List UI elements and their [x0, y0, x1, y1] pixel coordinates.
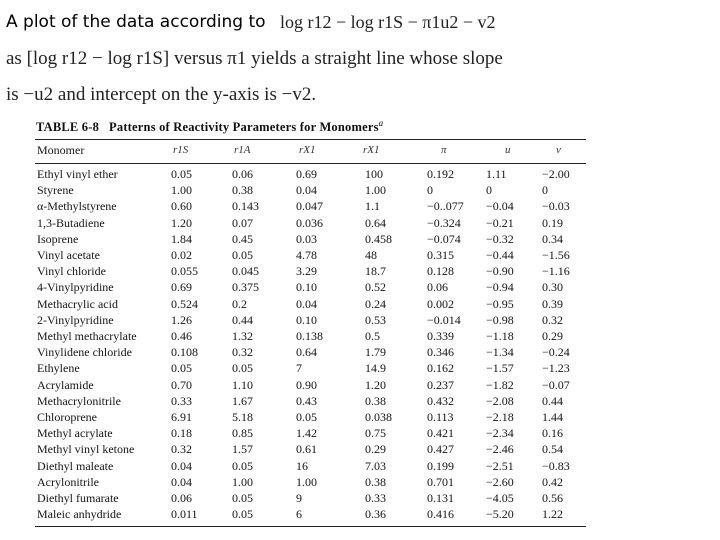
cell-pi: 0.162	[427, 361, 454, 376]
cell-r1s: 0.011	[171, 507, 198, 522]
cell-rx1-a: 0.90	[296, 377, 317, 392]
table-row	[35, 443, 586, 456]
cell-rx1-b: 7.03	[365, 458, 386, 473]
intro-line-3: is −u2 and intercept on the y-axis is −v2.	[6, 84, 317, 105]
cell-v: 1.44	[542, 410, 563, 424]
cell-rx1-a: 0.43	[296, 393, 317, 408]
cell-r1s: 0.46	[171, 329, 192, 343]
cell-pi: 0.002	[427, 296, 454, 311]
cell-v: 0.30	[542, 280, 563, 295]
cell-v: 0.19	[542, 215, 563, 230]
cell-r1a: 0.375	[232, 280, 259, 295]
cell-rx1-a: 0.03	[296, 231, 317, 246]
cell-rx1-a: 0.036	[296, 215, 323, 230]
cell-r1s: 1.26	[171, 312, 192, 327]
cell-rx1-a: 7	[296, 361, 302, 376]
table-row	[35, 249, 586, 262]
cell-rx1-b: 0.38	[365, 393, 386, 408]
header-pi: π	[441, 144, 447, 156]
cell-monomer: Methyl vinyl ketone	[37, 442, 135, 457]
cell-pi: 0.416	[427, 507, 454, 522]
cell-rx1-b: 0.038	[365, 410, 392, 424]
cell-r1s: 0.33	[171, 393, 192, 408]
cell-r1a: 0.85	[232, 426, 253, 441]
cell-r1a: 0.32	[232, 345, 253, 360]
cell-rx1-b: 14.9	[365, 361, 386, 376]
cell-r1a: 0.07	[232, 215, 253, 230]
cell-rx1-a: 6	[296, 507, 302, 522]
cell-pi: 0.131	[427, 491, 454, 505]
cell-rx1-b: 1.1	[365, 199, 380, 214]
cell-v: −1.56	[542, 248, 570, 262]
cell-r1a: 0.05	[232, 458, 253, 473]
table-header-row	[35, 144, 586, 162]
cell-monomer: Methyl methacrylate	[37, 329, 137, 343]
cell-monomer: Vinyl acetate	[37, 248, 100, 262]
intro-text: A plot of the data according to	[6, 12, 266, 32]
cell-rx1-b: 1.20	[365, 377, 386, 392]
cell-v: 0.54	[542, 442, 563, 457]
cell-r1a: 0.2	[232, 296, 247, 311]
cell-u: −1.57	[486, 361, 514, 376]
header-r1s: r1S	[173, 144, 189, 156]
cell-monomer: Chloroprene	[37, 410, 97, 424]
cell-monomer: 1,3-Butadiene	[37, 215, 105, 230]
cell-rx1-a: 0.61	[296, 442, 317, 457]
header-u: u	[505, 144, 511, 156]
cell-rx1-b: 1.00	[365, 183, 386, 198]
table-row	[35, 217, 586, 230]
cell-rx1-a: 1.00	[296, 474, 317, 489]
cell-r1s: 0.32	[171, 442, 192, 457]
cell-rx1-b: 0.38	[365, 474, 386, 489]
table-caption-note: a	[378, 118, 384, 128]
cell-pi: 0.237	[427, 377, 454, 392]
cell-v: 0.42	[542, 474, 563, 489]
cell-v: 0.34	[542, 231, 563, 246]
table-row	[35, 168, 586, 181]
cell-u: −2.60	[486, 474, 514, 489]
cell-r1a: 0.45	[232, 231, 253, 246]
cell-r1s: 1.00	[171, 183, 192, 198]
cell-v: 0.32	[542, 312, 563, 327]
table-row	[35, 508, 586, 521]
cell-rx1-a: 0.05	[296, 410, 317, 424]
cell-rx1-a: 3.29	[296, 264, 317, 279]
cell-rx1-a: 0.10	[296, 280, 317, 295]
cell-r1s: 0.05	[171, 167, 192, 181]
cell-rx1-a: 1.42	[296, 426, 317, 441]
cell-r1a: 0.05	[232, 491, 253, 505]
cell-rx1-b: 0.75	[365, 426, 386, 441]
cell-monomer: Vinylidene chloride	[37, 345, 132, 360]
table-row	[35, 281, 586, 294]
cell-r1a: 0.143	[232, 199, 259, 214]
cell-monomer: Methacrylic acid	[37, 296, 118, 311]
cell-pi: 0.06	[427, 280, 448, 295]
cell-r1a: 0.045	[232, 264, 259, 279]
header-rx1-b: rX1	[363, 144, 380, 156]
cell-v: 0.56	[542, 491, 563, 505]
cell-rx1-b: 0.5	[365, 329, 380, 343]
cell-monomer: Diethyl maleate	[37, 458, 114, 473]
cell-v: −0.03	[542, 199, 570, 214]
cell-u: −0.21	[486, 215, 514, 230]
table-row	[35, 233, 586, 246]
cell-r1s: 1.20	[171, 215, 192, 230]
cell-u: −0.32	[486, 231, 514, 246]
cell-v: 1.22	[542, 507, 563, 522]
table-row	[35, 200, 586, 213]
table-caption	[36, 118, 383, 135]
cell-r1s: 0.04	[171, 458, 192, 473]
cell-rx1-a: 0.047	[296, 199, 323, 214]
cell-pi: 0.199	[427, 458, 454, 473]
cell-r1a: 0.05	[232, 507, 253, 522]
cell-v: 0.44	[542, 393, 563, 408]
table-row	[35, 476, 586, 489]
cell-monomer: 4-Vinylpyridine	[37, 280, 114, 295]
header-r1a: r1A	[234, 144, 251, 156]
cell-monomer: Methacrylonitrile	[37, 393, 121, 408]
cell-r1s: 0.02	[171, 248, 192, 262]
cell-rx1-a: 9	[296, 491, 302, 505]
cell-pi: −0.074	[427, 231, 461, 246]
cell-u: 1.11	[486, 167, 507, 181]
cell-v: 0	[542, 183, 548, 198]
cell-rx1-a: 0.64	[296, 345, 317, 360]
cell-pi: −0..077	[427, 199, 464, 214]
intro-line-2: as [log r12 − log r1S] versus π1 yields a straight line whose slope	[6, 48, 503, 69]
cell-r1s: 0.108	[171, 345, 198, 360]
cell-monomer: Acrylamide	[37, 377, 94, 392]
cell-u: −0.94	[486, 280, 514, 295]
cell-r1s: 0.524	[171, 296, 198, 311]
cell-pi: 0.427	[427, 442, 454, 457]
cell-v: −0.83	[542, 458, 570, 473]
cell-r1a: 1.00	[232, 474, 253, 489]
table-row	[35, 184, 586, 197]
cell-r1a: 1.57	[232, 442, 253, 457]
table-label: TABLE 6-8	[36, 120, 100, 135]
table-row	[35, 298, 586, 311]
cell-rx1-b: 48	[365, 248, 377, 262]
table-row	[35, 330, 586, 343]
cell-rx1-a: 0.04	[296, 183, 317, 198]
cell-pi: 0.421	[427, 426, 454, 441]
cell-rx1-b: 0.53	[365, 312, 386, 327]
cell-pi: −0.014	[427, 312, 461, 327]
cell-u: −1.18	[486, 329, 514, 343]
table-top-rule	[35, 139, 586, 140]
cell-pi: 0.701	[427, 474, 454, 489]
cell-rx1-b: 0.64	[365, 215, 386, 230]
cell-monomer: Ethylene	[37, 361, 80, 376]
cell-r1s: 0.18	[171, 426, 192, 441]
table-row	[35, 379, 586, 392]
cell-monomer: Diethyl fumarate	[37, 491, 119, 505]
cell-v: 0.39	[542, 296, 563, 311]
cell-r1s: 0.06	[171, 491, 192, 505]
cell-u: −0.90	[486, 264, 514, 279]
cell-r1s: 0.69	[171, 280, 192, 295]
header-v: v	[556, 144, 561, 156]
cell-pi: 0.128	[427, 264, 454, 279]
cell-r1s: 6.91	[171, 410, 192, 424]
cell-pi: 0.113	[427, 410, 454, 424]
cell-rx1-b: 0.29	[365, 442, 386, 457]
cell-r1a: 0.06	[232, 167, 253, 181]
cell-u: −0.95	[486, 296, 514, 311]
table-title: Patterns of Reactivity Parameters for Monomers	[109, 120, 379, 135]
cell-rx1-a: 0.04	[296, 296, 317, 311]
cell-rx1-a: 0.69	[296, 167, 317, 181]
cell-monomer: Vinyl chloride	[37, 264, 106, 279]
cell-u: −2.34	[486, 426, 514, 441]
cell-monomer: α-Methylstyrene	[37, 199, 117, 214]
cell-r1a: 0.38	[232, 183, 253, 198]
cell-monomer: Maleic anhydride	[37, 507, 122, 522]
cell-v: −1.23	[542, 361, 570, 376]
cell-r1a: 0.44	[232, 312, 253, 327]
table-row	[35, 362, 586, 375]
cell-r1a: 0.05	[232, 248, 253, 262]
cell-r1s: 0.055	[171, 264, 198, 279]
cell-rx1-b: 0.458	[365, 231, 392, 246]
cell-r1a: 1.32	[232, 329, 253, 343]
cell-monomer: Acrylonitrile	[37, 474, 99, 489]
cell-rx1-b: 0.52	[365, 280, 386, 295]
table-row	[35, 427, 586, 440]
cell-monomer: Methyl acrylate	[37, 426, 113, 441]
cell-u: −2.18	[486, 410, 514, 424]
cell-v: −1.16	[542, 264, 570, 279]
table-row	[35, 314, 586, 327]
cell-rx1-b: 1.79	[365, 345, 386, 360]
cell-rx1-a: 16	[296, 458, 308, 473]
cell-v: 0.16	[542, 426, 563, 441]
header-rx1-a: rX1	[299, 144, 316, 156]
cell-u: −0.98	[486, 312, 514, 327]
cell-r1s: 0.70	[171, 377, 192, 392]
table-header-rule	[35, 163, 586, 164]
cell-rx1-a: 0.138	[296, 329, 323, 343]
cell-r1s: 0.04	[171, 474, 192, 489]
table-row	[35, 411, 586, 424]
cell-pi: −0.324	[427, 215, 461, 230]
cell-u: −1.34	[486, 345, 514, 360]
intro-equation: log r12 − log r1S − π1u2 − v2	[280, 12, 496, 32]
cell-r1s: 0.05	[171, 361, 192, 376]
header-monomer: Monomer	[37, 143, 85, 157]
cell-u: −2.46	[486, 442, 514, 457]
cell-u: 0	[486, 183, 492, 198]
cell-rx1-b: 0.33	[365, 491, 386, 505]
cell-monomer: Styrene	[37, 183, 74, 198]
cell-r1a: 1.67	[232, 393, 253, 408]
cell-v: −0.24	[542, 345, 570, 360]
cell-rx1-b: 18.7	[365, 264, 386, 279]
table-body	[35, 168, 586, 524]
cell-v: −0.07	[542, 377, 570, 392]
cell-monomer: 2-Vinylpyridine	[37, 312, 114, 327]
cell-u: −0.44	[486, 248, 514, 262]
cell-v: 0.29	[542, 329, 563, 343]
cell-pi: 0.346	[427, 345, 454, 360]
cell-pi: 0	[427, 183, 433, 198]
cell-pi: 0.192	[427, 167, 454, 181]
cell-u: −2.08	[486, 393, 514, 408]
table-row	[35, 346, 586, 359]
cell-r1s: 1.84	[171, 231, 192, 246]
cell-rx1-a: 4.78	[296, 248, 317, 262]
cell-rx1-b: 0.24	[365, 296, 386, 311]
cell-u: −4.05	[486, 491, 514, 505]
cell-r1a: 5.18	[232, 410, 253, 424]
cell-monomer: Ethyl vinyl ether	[37, 167, 118, 181]
table-row	[35, 395, 586, 408]
cell-u: −1.82	[486, 377, 514, 392]
cell-rx1-b: 100	[365, 167, 383, 181]
table-bottom-rule	[35, 526, 586, 527]
cell-rx1-b: 0.36	[365, 507, 386, 522]
cell-rx1-a: 0.10	[296, 312, 317, 327]
cell-monomer: Isoprene	[37, 231, 79, 246]
cell-v: −2.00	[542, 167, 570, 181]
cell-pi: 0.432	[427, 393, 454, 408]
cell-pi: 0.339	[427, 329, 454, 343]
table-row	[35, 492, 586, 505]
cell-u: −5.20	[486, 507, 514, 522]
table-row	[35, 265, 586, 278]
cell-pi: 0.315	[427, 248, 454, 262]
cell-r1a: 0.05	[232, 361, 253, 376]
cell-u: −0.04	[486, 199, 514, 214]
table-row	[35, 460, 586, 473]
cell-r1a: 1.10	[232, 377, 253, 392]
cell-u: −2.51	[486, 458, 514, 473]
cell-r1s: 0.60	[171, 199, 192, 214]
